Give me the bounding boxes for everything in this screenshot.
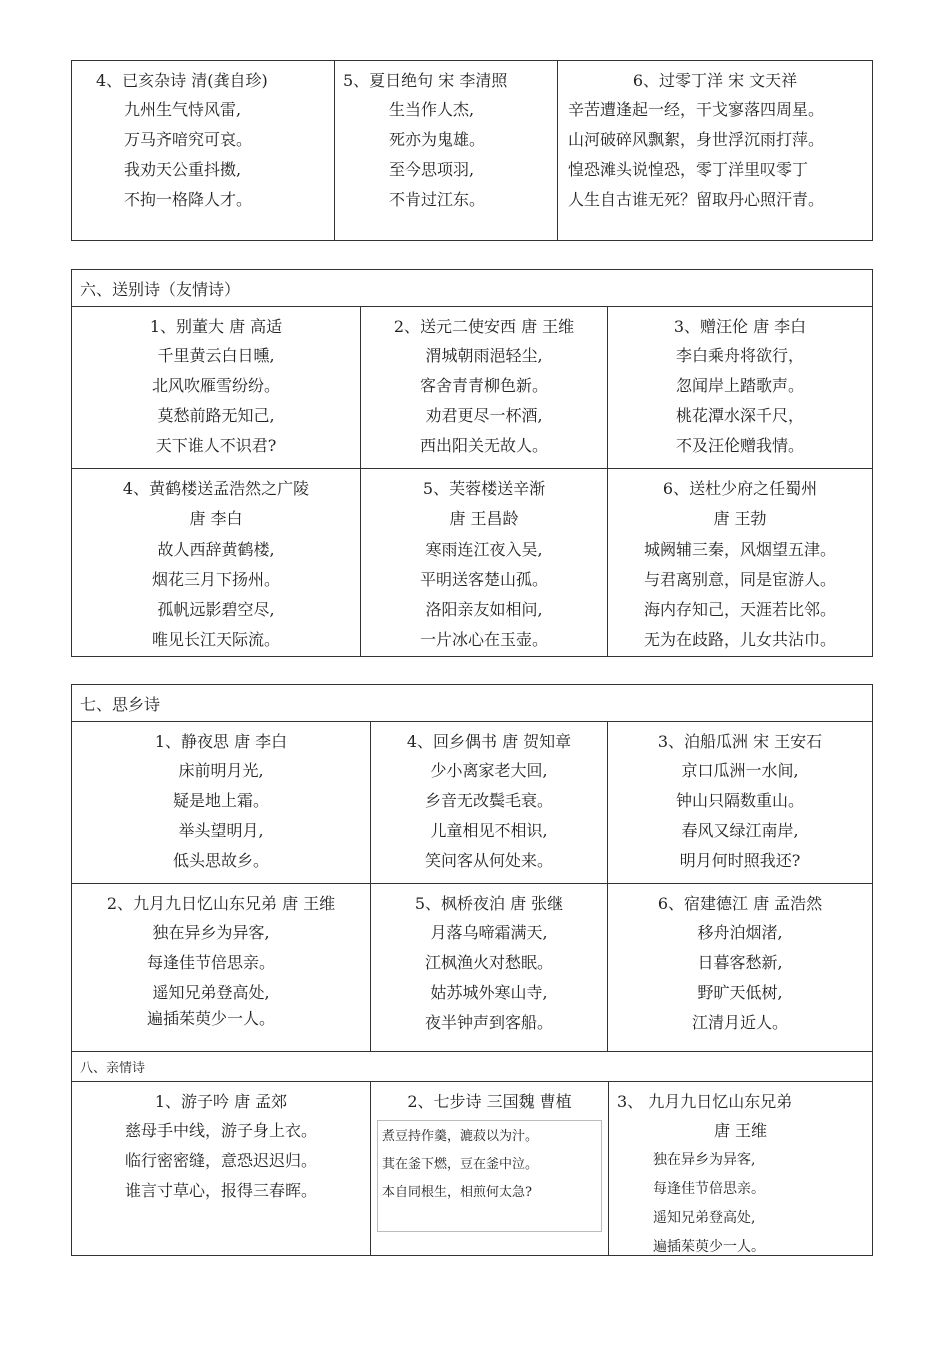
poem-title: 2、送元二使安西 唐 王维 — [393, 317, 575, 336]
poem-line: 笑问客从何处来。 — [424, 851, 553, 870]
poem-title: 1、静夜思 唐 李白 — [154, 732, 288, 751]
poem-cell — [607, 469, 872, 656]
poem-line: 客舍青青柳色新。 — [419, 376, 548, 395]
poem-cell — [607, 722, 872, 883]
poem-line: 死亦为鬼雄。 — [389, 130, 486, 149]
poem-line: 萁在釜下燃，豆在釜中泣。 — [382, 1157, 539, 1172]
poem-line: 春风又绿江南岸, — [681, 821, 799, 840]
poem-title: 3、 九月九日忆山东兄弟 — [617, 1092, 793, 1111]
poem-line: 山河破碎风飘絮，身世浮沉雨打萍。 — [568, 130, 825, 149]
poem-line: 海内存知己，天涯若比邻。 — [643, 600, 836, 619]
section-header — [72, 685, 872, 721]
poem-line: 儿童相见不相识, — [430, 821, 548, 840]
poem-line: 独在异乡为异客, — [152, 923, 270, 942]
poem-cell — [360, 307, 607, 468]
poem-line: 千里黄云白日曛, — [157, 346, 275, 365]
poem-line: 疑是地上霜。 — [172, 791, 269, 810]
section-header — [72, 1051, 872, 1081]
poem-title: 6、送杜少府之任蜀州 — [662, 479, 818, 498]
poem-author: 唐 李白 — [189, 509, 243, 528]
poem-line: 北风吹雁雪纷纷。 — [151, 376, 280, 395]
poem-line: 日暮客愁新, — [697, 953, 783, 972]
poem-cell — [370, 1082, 608, 1255]
poem-cell — [72, 884, 370, 1051]
poem-line: 遥知兄弟登高处, — [152, 983, 270, 1002]
poem-author: 唐 王维 — [713, 1121, 768, 1140]
poem-line: 唯见长江天际流。 — [151, 630, 280, 649]
farewell-poems-table — [71, 269, 873, 657]
poem-title: 1、别董大 唐 高适 — [149, 317, 283, 336]
poem-cell — [370, 884, 607, 1051]
poem-line: 少小离家老大回, — [430, 761, 548, 780]
poem-line: 李白乘舟将欲行， — [675, 346, 804, 365]
poem-line: 姑苏城外寒山寺, — [430, 983, 548, 1002]
poem-cell — [608, 1082, 872, 1255]
poem-line: 寒雨连江夜入吴, — [425, 540, 543, 559]
poem-title: 2、九月九日忆山东兄弟 唐 王维 — [106, 894, 336, 913]
poem-cell — [334, 61, 557, 240]
poem-line: 慈母手中线，游子身上衣。 — [124, 1121, 317, 1140]
poem-title: 2、七步诗 三国魏 曹植 — [407, 1092, 572, 1111]
poem-line: 城阙辅三秦，风烟望五津。 — [643, 540, 836, 559]
poem-line: 移舟泊烟渚, — [697, 923, 783, 942]
poem-title: 6、过零丁洋 宋 文天祥 — [632, 71, 798, 90]
poem-line: 渭城朝雨浥轻尘, — [425, 346, 543, 365]
poem-title: 5、芙蓉楼送辛渐 — [422, 479, 546, 498]
poem-cell — [370, 722, 607, 883]
poem-line: 独在异乡为异客, — [653, 1152, 756, 1168]
poem-line: 天下谁人不识君? — [155, 436, 277, 455]
poem-cell — [607, 884, 872, 1051]
poem-cell — [557, 61, 872, 240]
poem-line: 遍插茱萸少一人。 — [653, 1239, 765, 1255]
poem-title: 4、已亥杂诗 清(龚自珍) — [96, 71, 268, 90]
poem-line: 月落乌啼霜满天, — [430, 923, 548, 942]
poem-line: 京口瓜洲一水间, — [681, 761, 799, 780]
poem-line: 乡音无改鬓毛衰。 — [424, 791, 553, 810]
poem-author: 唐 王勃 — [713, 509, 767, 528]
poem-line: 不拘一格降人才。 — [124, 190, 253, 209]
poem-line: 煮豆持作羹，漉菽以为汁。 — [382, 1129, 539, 1144]
poem-line: 明月何时照我还? — [679, 851, 801, 870]
poem-line: 烟花三月下扬州。 — [151, 570, 280, 589]
poem-line: 谁言寸草心，报得三春晖。 — [124, 1181, 317, 1200]
section-title: 六、送别诗（友情诗） — [80, 279, 241, 299]
poem-cell — [607, 307, 872, 468]
poem-title: 3、泊船瓜洲 宋 王安石 — [657, 732, 823, 751]
poem-title: 5、枫桥夜泊 唐 张继 — [414, 894, 564, 913]
section-title: 七、思乡诗 — [80, 694, 161, 714]
poem-title: 3、赠汪伦 唐 李白 — [673, 317, 807, 336]
poem-cell — [72, 722, 370, 883]
poem-line: 孤帆远影碧空尽, — [157, 600, 275, 619]
poem-title: 4、黄鹤楼送孟浩然之广陵 — [122, 479, 310, 498]
poem-line: 本自同根生，相煎何太急? — [382, 1185, 532, 1200]
poem-author: 唐 王昌龄 — [449, 509, 519, 528]
poem-line: 桃花潭水深千尺， — [675, 406, 804, 425]
poem-line: 劝君更尽一杯酒, — [425, 406, 543, 425]
poem-line: 西出阳关无故人。 — [419, 436, 548, 455]
poem-line: 江清月近人。 — [691, 1013, 788, 1032]
poem-line: 万马齐喑究可哀。 — [124, 130, 253, 149]
poem-line: 低头思故乡。 — [172, 851, 269, 870]
poem-line: 故人西辞黄鹤楼, — [157, 540, 275, 559]
poem-line: 钟山只隔数重山。 — [675, 791, 804, 810]
poem-line: 临行密密缝，意恐迟迟归。 — [124, 1151, 317, 1170]
section-title: 八、亲情诗 — [80, 1061, 146, 1076]
poem-line: 床前明月光, — [178, 761, 264, 780]
poem-line: 莫愁前路无知己, — [157, 406, 275, 425]
poem-line: 不及汪伦赠我情。 — [675, 436, 804, 455]
poem-line: 生当作人杰, — [389, 100, 475, 119]
poem-box — [377, 1120, 602, 1232]
poem-title: 6、宿建德江 唐 孟浩然 — [657, 894, 823, 913]
poem-line: 忽闻岸上踏歌声。 — [675, 376, 804, 395]
poem-cell — [72, 1082, 370, 1255]
poem-line: 辛苦遭逢起一经，干戈寥落四周星。 — [568, 100, 825, 119]
poem-line: 野旷天低树, — [697, 983, 783, 1002]
poem-line: 夜半钟声到客船。 — [424, 1013, 553, 1032]
poem-title: 5、夏日绝句 宋 李清照 — [343, 71, 508, 90]
homesick-family-poems-table — [71, 684, 873, 1256]
poem-line: 惶恐滩头说惶恐，零丁洋里叹零丁 — [568, 160, 809, 179]
poem-line: 人生自古谁无死？留取丹心照汗青。 — [568, 190, 825, 209]
poem-cell — [72, 469, 360, 656]
poem-line: 每逢佳节倍思亲。 — [653, 1181, 765, 1197]
poem-line: 至今思项羽, — [389, 160, 475, 179]
poem-title: 1、游子吟 唐 孟郊 — [154, 1092, 288, 1111]
poem-line: 江枫渔火对愁眠。 — [424, 953, 553, 972]
poem-title: 4、回乡偶书 唐 贺知章 — [406, 732, 572, 751]
poem-line: 遥知兄弟登高处, — [653, 1210, 756, 1226]
poem-line: 与君离别意，同是宦游人。 — [643, 570, 836, 589]
poem-table-1 — [71, 60, 873, 241]
poem-cell — [72, 307, 360, 468]
section-header — [72, 270, 872, 306]
poem-line: 一片冰心在玉壶。 — [419, 630, 548, 649]
poem-line: 不肯过江东。 — [389, 190, 486, 209]
poem-cell — [360, 469, 607, 656]
poem-line: 我劝天公重抖擞, — [124, 160, 242, 179]
poem-line: 遍插茱萸少一人。 — [146, 1009, 275, 1028]
poem-line: 洛阳亲友如相问, — [425, 600, 543, 619]
poem-line: 举头望明月, — [178, 821, 264, 840]
poem-line: 九州生气恃风雷, — [124, 100, 242, 119]
poem-line: 平明送客楚山孤。 — [419, 570, 548, 589]
poem-line: 每逢佳节倍思亲。 — [146, 953, 275, 972]
poem-cell — [72, 61, 334, 240]
poem-line: 无为在歧路，儿女共沾巾。 — [643, 630, 836, 649]
